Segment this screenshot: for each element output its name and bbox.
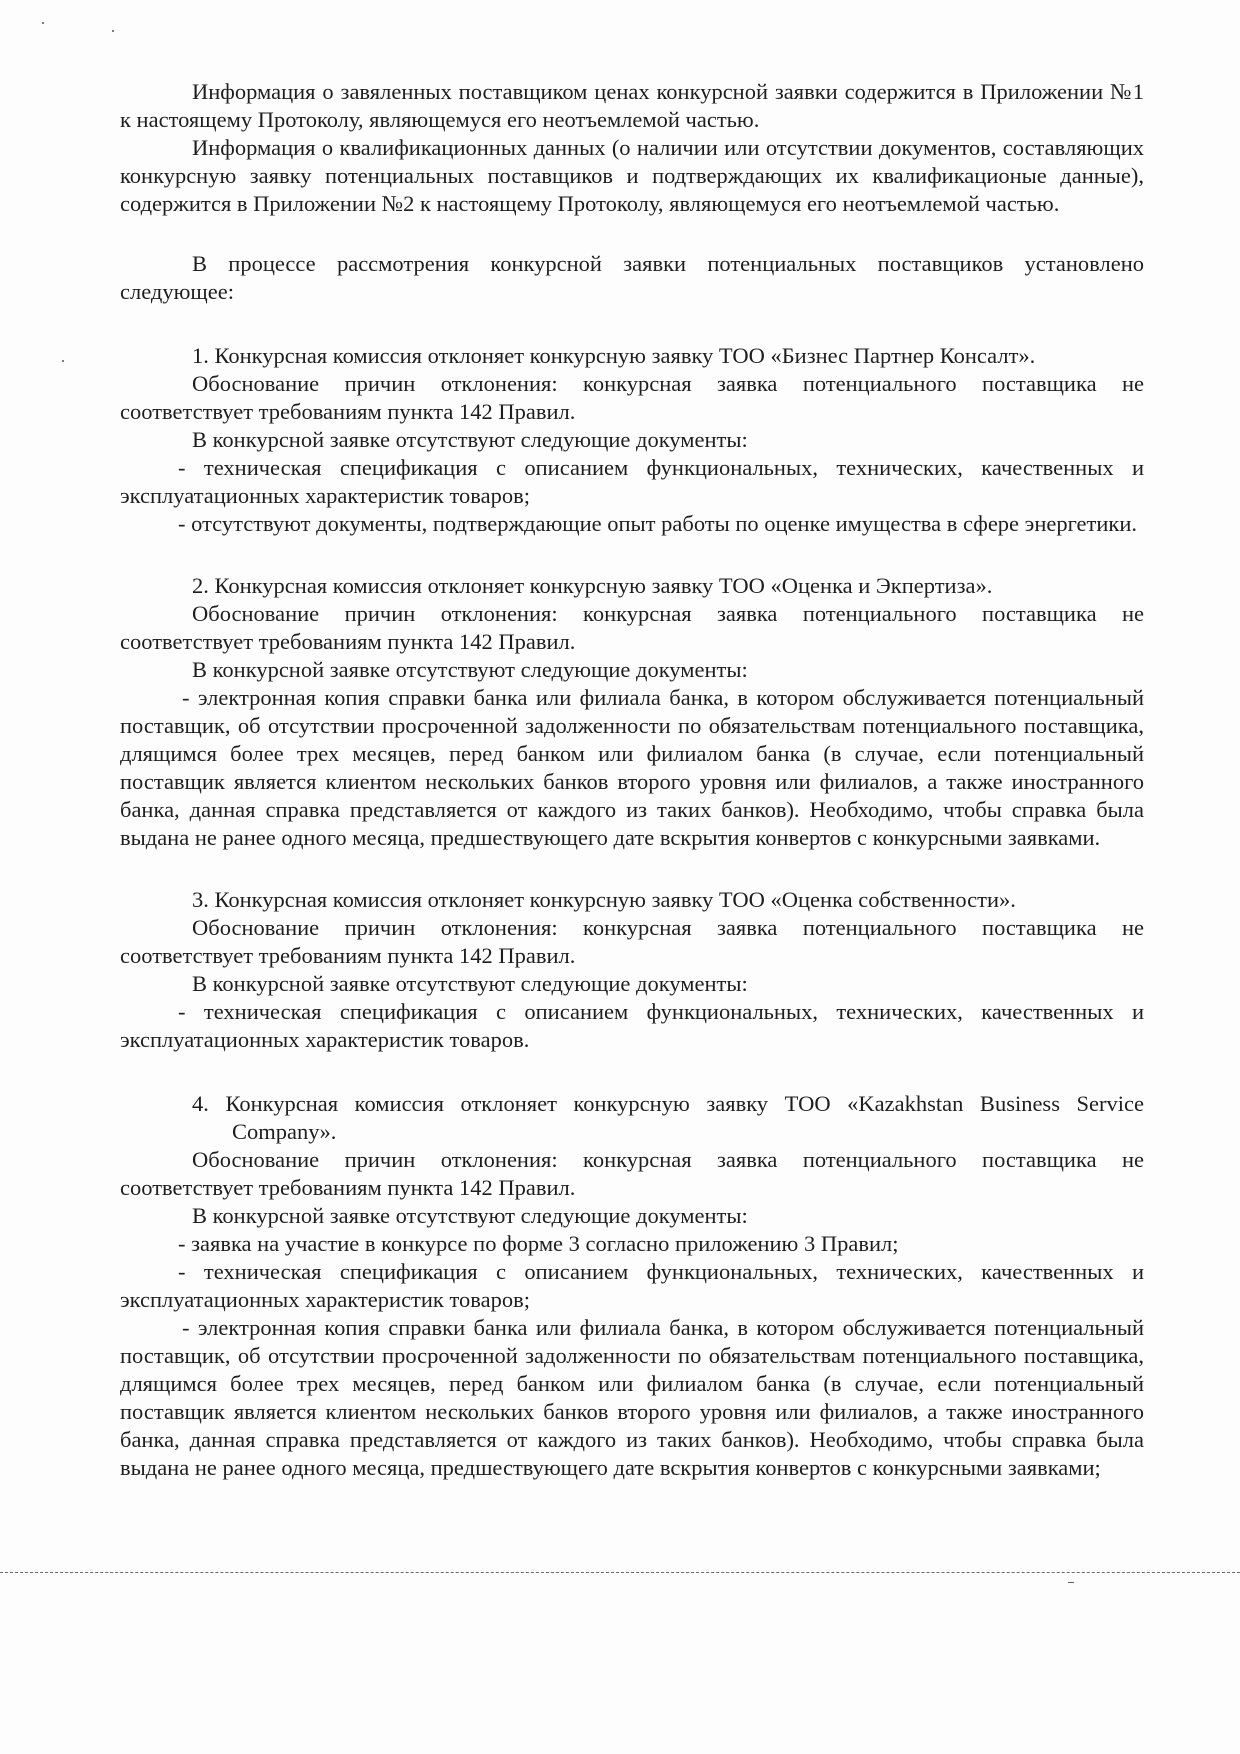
intro-paragraph-1: Информация о завяленных поставщиком ценах конкурсной заявки содержится в Приложении №1 к настоящему Протоколу, являющемуся его неотъемлемой частью. (120, 79, 1144, 132)
spacer (120, 538, 1144, 566)
review-lead-paragraph: В процессе рассмотрения конкурсной заявки потенциальных поставщиков установлено следующее: (120, 251, 1144, 304)
missing-document-entry: - электронная копия справки банка или филиала банка, в котором обслуживается потенциальный поставщик, об отсутствии просроченной задолженности по обязательствам потенциального поставщика, длящимся более трех месяцев, перед банком или филиалом банка (в случае, если потенциальный поставщик является клиентом нескольких банков второго уровня или филиалов, а также иностранного банка, данная справка представляется от каждого из таких банков). Необходимо, чтобы справка была выдана не ранее одного месяца, предшествующего дате вскрытия конвертов с конкурсными заявками; (120, 1315, 1144, 1480)
rejection-item-4 (120, 1090, 1144, 1482)
missing-documents-lead: В конкурсной заявке отсутствуют следующие документы: (192, 971, 748, 996)
missing-document-entry: - техническая спецификация с описанием функциональных, технических, качественных и эксплуатационных характеристик товаров; (120, 455, 1144, 508)
missing-documents-lead: В конкурсной заявке отсутствуют следующие документы: (192, 427, 748, 452)
missing-document-entry: - техническая спецификация с описанием функциональных, технических, качественных и эксплуатационных характеристик товаров. (120, 999, 1144, 1052)
intro-paragraph-2: Информация о квалификационных данных (о наличии или отсутствии документов, составляющих конкурсную заявку потенциальных поставщиков и подтверждающих их квалификационые данные), содержится в Приложении №2 к настоящему Протоколу, являющемуся его неотъемлемой частью. (120, 135, 1144, 216)
rejection-heading: 2. Конкурсная комиссия отклоняет конкурсную заявку ТОО «Оценка и Экпертиза». (192, 573, 993, 598)
rejection-reason: Обоснование причин отклонения: конкурсная заявка потенциального поставщика не соответствует требованиям пункта 142 Правил. (120, 371, 1144, 424)
rejection-heading: 1. Конкурсная комиссия отклоняет конкурсную заявку ТОО «Бизнес Партнер Консалт». (192, 343, 1036, 368)
rejection-reason: Обоснование причин отклонения: конкурсная заявка потенциального поставщика не соответствует требованиям пункта 142 Правил. (120, 1147, 1144, 1200)
scan-speck (62, 360, 64, 362)
scan-fold-line (0, 1572, 1240, 1573)
missing-documents-lead: В конкурсной заявке отсутствуют следующие документы: (192, 1203, 748, 1228)
missing-documents-lead: В конкурсной заявке отсутствуют следующие документы: (192, 657, 748, 682)
missing-document-entry: - заявка на участие в конкурсе по форме 3 согласно приложению 3 Правил; (178, 1231, 899, 1256)
scan-speck (112, 30, 114, 32)
rejection-reason: Обоснование причин отклонения: конкурсная заявка потенциального поставщика не соответствует требованиям пункта 142 Правил. (120, 915, 1144, 968)
document-body (120, 78, 1144, 1482)
spacer (120, 218, 1144, 246)
scan-speck (1068, 1582, 1074, 1583)
missing-document-entry: - электронная копия справки банка или филиала банка, в котором обслуживается потенциальный поставщик, об отсутствии просроченной задолженности по обязательствам потенциального поставщика, длящимся более трех месяцев, перед банком или филиалом банка (в случае, если потенциальный поставщик является клиентом нескольких банков второго уровня или филиалов, а также иностранного банка, данная справка представляется от каждого из таких банков). Необходимо, чтобы справка была выдана не ранее одного месяца, предшествующего дате вскрытия конвертов с конкурсными заявками. (120, 685, 1144, 850)
rejection-item-1 (120, 342, 1144, 538)
spacer (120, 306, 1144, 334)
spacer (120, 1054, 1144, 1082)
rejection-item-2 (120, 572, 1144, 852)
spacer (120, 852, 1144, 880)
rejection-item-3 (120, 886, 1144, 1054)
scan-speck (42, 22, 44, 24)
rejection-reason: Обоснование причин отклонения: конкурсная заявка потенциального поставщика не соответствует требованиям пункта 142 Правил. (120, 601, 1144, 654)
missing-document-entry: - отсутствуют документы, подтверждающие опыт работы по оценке имущества в сфере энергетики. (178, 511, 1137, 536)
rejection-heading: 4. Конкурсная комиссия отклоняет конкурсную заявку ТОО «Kazakhstan Business Service Company». (192, 1091, 1144, 1144)
missing-document-entry: - техническая спецификация с описанием функциональных, технических, качественных и эксплуатационных характеристик товаров; (120, 1259, 1144, 1312)
rejection-heading: 3. Конкурсная комиссия отклоняет конкурсную заявку ТОО «Оценка собственности». (192, 887, 1016, 912)
